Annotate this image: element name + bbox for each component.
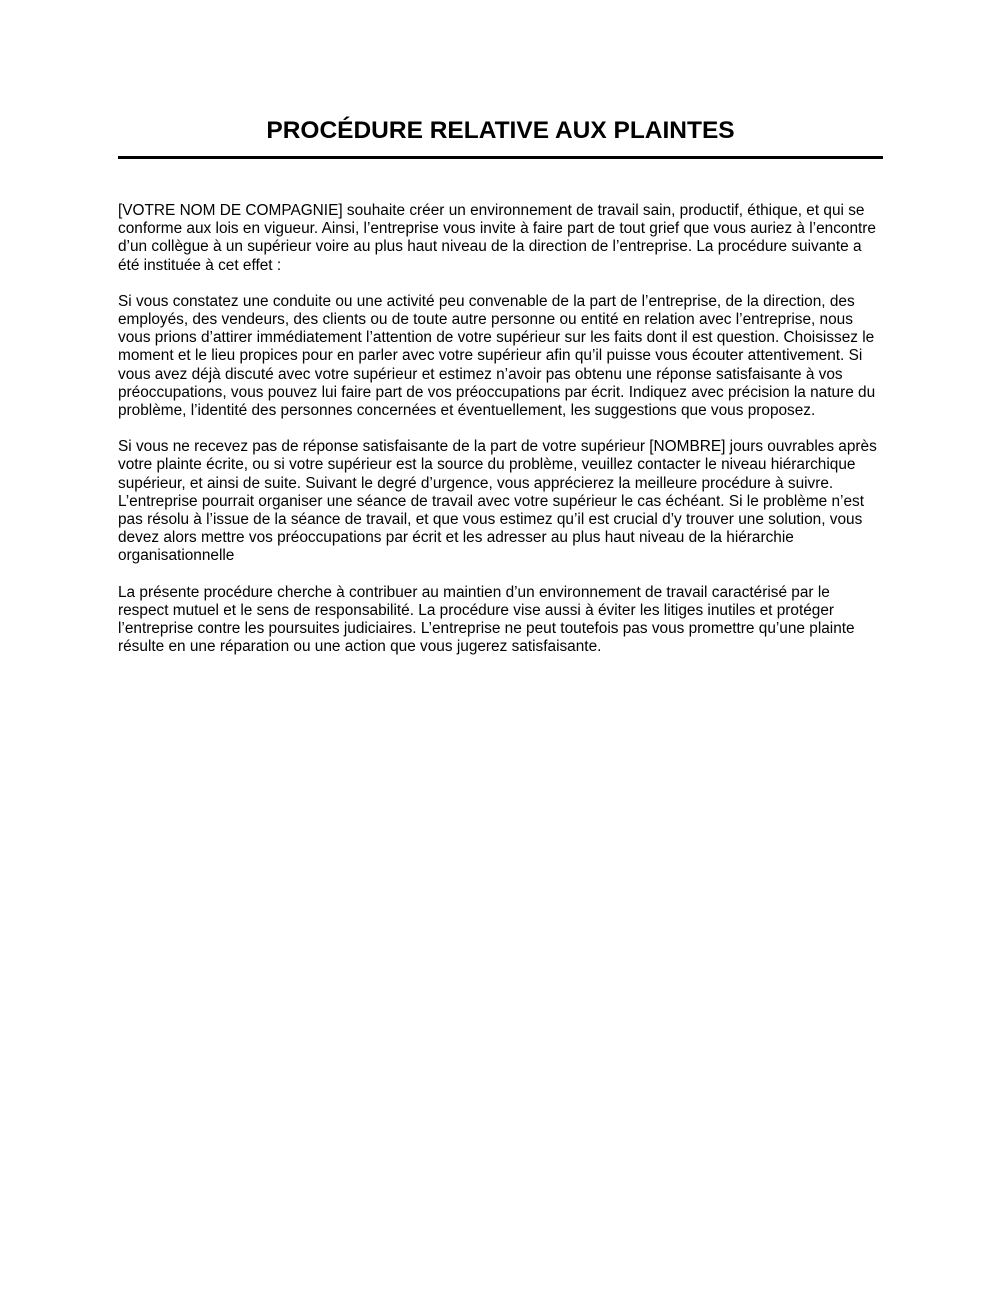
paragraph-report-to-supervisor: Si vous constatez une conduite ou une activité peu convenable de la part de l’entreprise, de la direction, des employés, des vendeurs, des clients ou de toute autre personne ou entité en relation avec l’entreprise, nous vous prions d’attirer immédiatement l’attention de votre supérieur sur les faits dont il est question. Choisissez le moment et le lieu propices pour en parler avec votre supérieur afin qu’il puisse vous écouter attentivement. Si vous avez déjà discuté avec votre supérieur et estimez n’avoir pas obtenu une réponse satisfaisante à vos préoccupations, vous pouvez lui faire part de vos préoccupations par écrit. Indiquez avec précision la nature du problème, l’identité des personnes concernées et éventuellement, les suggestions que vous proposez. [118, 292, 876, 420]
document-title: PROCÉDURE RELATIVE AUX PLAINTES [266, 117, 735, 144]
paragraph-intro: [VOTRE NOM DE COMPAGNIE] souhaite créer un environnement de travail sain, productif, éthique, et qui se conforme aux lois en vigueur. Ainsi, l’entreprise vous invite à faire part de tout grief que vous auriez à l’encontre d’un collègue à un supérieur voire au plus haut niveau de la direction de l’entreprise. La procédure suivante a été instituée à cet effet : [118, 202, 876, 274]
document-body [118, 202, 883, 674]
paragraph-escalation: Si vous ne recevez pas de réponse satisfaisante de la part de votre supérieur [NOMBRE] jours ouvrables après votre plainte écrite, ou si votre supérieur est la source du problème, veuillez contacter le niveau hiérarchique supérieur, et ainsi de suite. Suivant le degré d’urgence, vous apprécierez la meilleure procédure à suivre. L’entreprise pourrait organiser une séance de travail avec votre supérieur le cas échéant. Si le problème n’est pas résolu à l’issue de la séance de travail, et que vous estimez qu’il est crucial d’y trouver une solution, vous devez alors mettre vos préoccupations par écrit et les adresser au plus haut niveau de la hiérarchie organisationnelle [118, 438, 877, 565]
title-underline-divider [118, 156, 883, 159]
paragraph-purpose: La présente procédure cherche à contribuer au maintien d’un environnement de travail caractérisé par le respect mutuel et le sens de responsabilité. La procédure vise aussi à éviter les litiges inutiles et protéger l’entreprise contre les poursuites judiciaires. L’entreprise ne peut toutefois pas vous promettre qu’une plainte résulte en une réparation ou une action que vous jugerez satisfaisante. [118, 583, 855, 656]
